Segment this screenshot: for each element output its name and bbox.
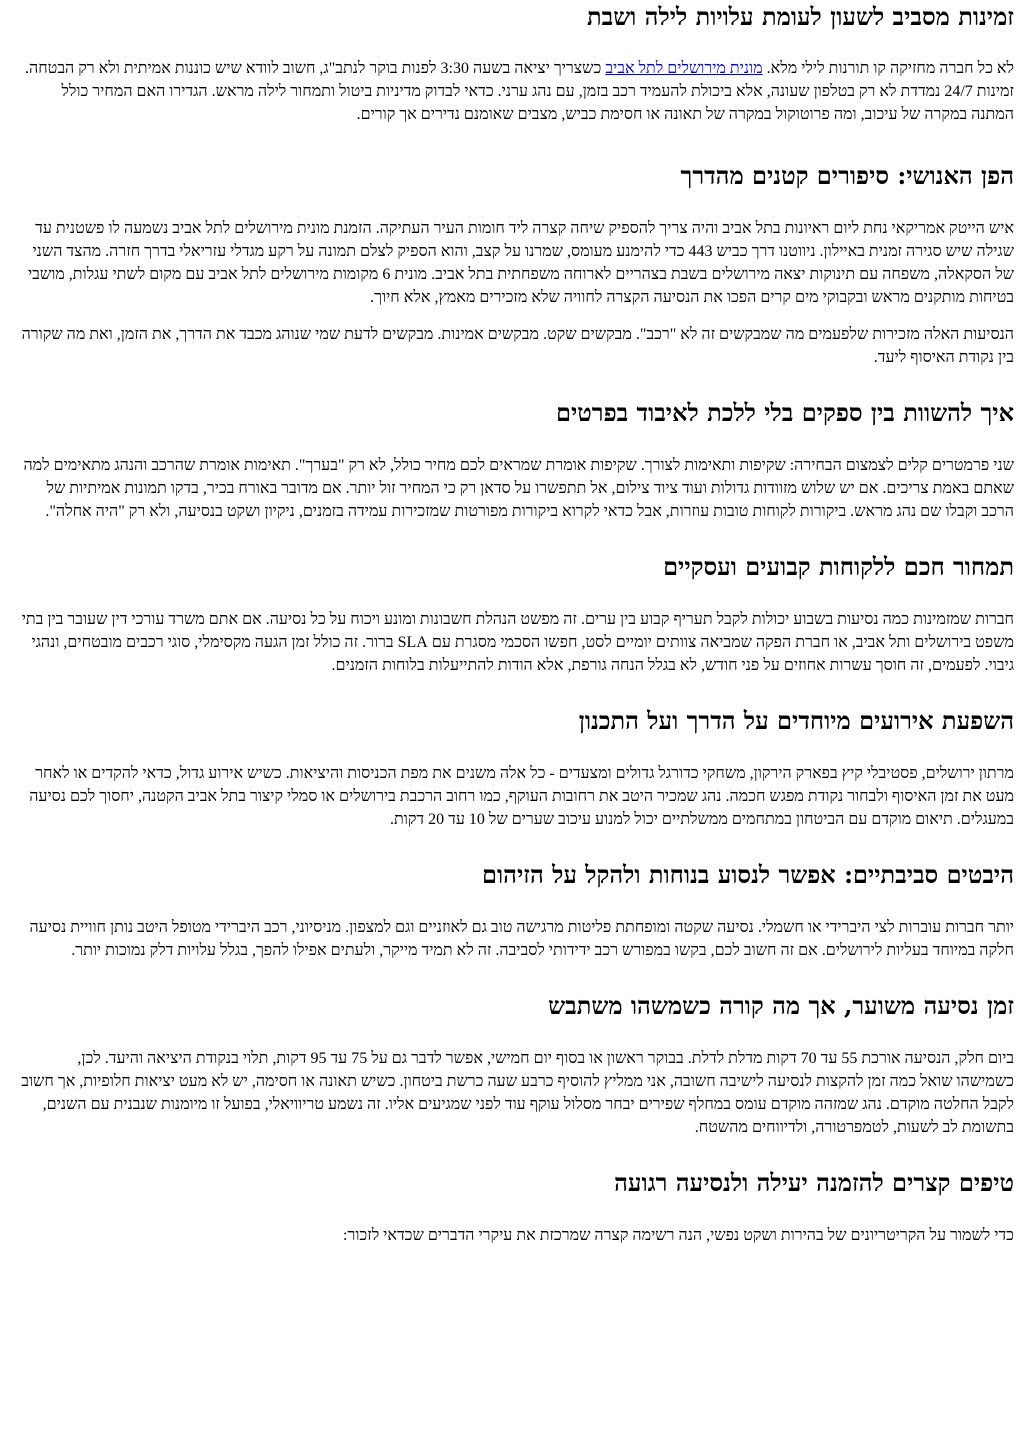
section-paragraph: חברות שמזמינות כמה נסיעות בשבוע יכולות לקבל תעריף קבוע בין ערים. זה מפשט הנהלת חשבונות ומונע ויכוח על כל נסיעה. אם אתם משרד עורכי דין שעובר בין בתי משפט בירושלים ותל אביב, או חברת הפקה שמביאה צוותים יומיים לסט, חפשו הסכמי מסגרת עם SLA ברור. זה כולל זמן הגעה מקסימלי, סוגי רכבים מובטחים, ונהגי גיבוי. לפעמים, זה חוסך עשרות אחוזים על פני חודש, לא בגלל הנחה גורפת, אלא הודות להתייעלות בלוחות הזמנים.: [21, 611, 1014, 674]
section-smart-pricing: [18, 552, 1014, 677]
section-heading: תמחור חכם ללקוחות קבועים ועסקיים: [663, 552, 1014, 581]
section-paragraph: שני פרמטרים קלים לצמצום הבחירה: שקיפות ותאימות לצורך. שקיפות אומרת שמראים לכם מחיר כולל, לא רק "בערך". תאימות אומרת שהרכב והנהג מתאימים למה שאתם באמת צריכים. אם יש שלוש מזוודות גדולות ועוד ציוד צילום, אל תתפשרו על סדאן רק כי המחיר זול יותר. אם מדובר באורח בכיר, בדקו תמונות אמיתיות של הרכב וקבלו שם נהג מראש. ביקורות לקוחות טובות עוזרות, אבל כדאי לקרוא ביקורות מפורטות שמזכירות עמידה בזמנים, ניקיון ושקט בנסיעה, ולא רק "היה אחלה".: [23, 457, 1014, 520]
section-heading: הפן האנושי: סיפורים קטנים מהדרך: [680, 161, 1014, 190]
section-paragraph: הנסיעות האלה מזכירות שלפעמים מה שמבקשים זה לא "רכב". מבקשים שקט. מבקשים אמינות. מבקשים לדעת שמי שנוהג מכבד את הדרך, את הזמן, ואת מה שקורה בין נקודת האיסוף ליעד.: [21, 326, 1014, 366]
section-paragraph: [18, 57, 1014, 126]
section-heading: איך להשוות בין ספקים בלי ללכת לאיבוד בפרטים: [556, 398, 1014, 427]
section-night-availability: [18, 0, 1014, 126]
paragraph-text: כשצריך יציאה בשעה 3:30 לפנות בוקר לנתב"ג, חשוב לוודא שיש כוננות אמיתית ולא רק הבטחה. זמינות 24/7 נמדדת לא רק בטלפון שעונה, אלא ביכולת להעמיד רכב בזמן, עם נהג ערני. כדאי לבדוק מדיניות ביטול ותמחור לילה מראש. הגדירו האם המחיר כולל המתנה במקרה של עיכוב, ומה פרוטוקול במקרה של תאונה או חסימת כביש, מצבים שאומנם נדירים אך קורים.: [24, 60, 1014, 123]
section-heading: טיפים קצרים להזמנה יעילה ולנסיעה רגועה: [614, 1168, 1014, 1197]
section-special-events: [18, 706, 1014, 831]
section-paragraph: מרתון ירושלים, פסטיבלי קיץ בפארק הירקון, משחקי כדורגל גדולים ומצעדים - כל אלה משנים את מפת הכניסות והיציאות. כשיש אירוע גדול, כדאי להקדים או לאחר מעט את זמן האיסוף ולבחור נקודת מפגש חכמה. נהג שמכיר היטב את רחובות העוקף, כמו רחוב הרכבת בירושלים או סמלי קיצור בתל אביב הקטנה, יחסוך לכם נסיעה במעגלים. תיאום מוקדם עם הביטחון במתחמים ממשלתיים יכול למנוע עיכוב שערים של 10 עד 20 דקות.: [29, 765, 1014, 828]
paragraph-text: לא כל חברה מחזיקה קו תורנות לילי מלא.: [762, 60, 1014, 77]
section-paragraph: כדי לשמור על הקריטריונים של בהירות ושקט נפשי, הנה רשימה קצרה שמרכזת את עיקרי הדברים שכדאי לזכור:: [343, 1227, 1014, 1244]
section-travel-time: [18, 991, 1014, 1139]
section-heading: זמן נסיעה משוער, אך מה קורה כשמשהו משתבש: [548, 991, 1014, 1020]
section-compare-providers: [18, 398, 1014, 523]
section-booking-tips: [18, 1168, 1014, 1247]
section-human-stories: [18, 161, 1014, 369]
section-heading: היבטים סביבתיים: אפשר לנסוע בנוחות ולהקל על הזיהום: [482, 860, 1014, 889]
section-environment: [18, 860, 1014, 962]
section-heading: השפעת אירועים מיוחדים על הדרך ועל התכנון: [578, 706, 1014, 735]
section-heading: זמינות מסביב לשעון לעומת עלויות לילה ושבת: [586, 2, 1014, 31]
section-paragraph: יותר חברות עוברות לצי היברידי או חשמלי. נסיעה שקטה ומופחתת פליטות מרגישה טוב גם לאוזניים וגם למצפון. מניסיוני, רכב היברידי מטופל היטב נותן חוויית נסיעה חלקה במיוחד בעליות לירושלים. אם זה חשוב לכם, בקשו במפורש רכב ידידותי לסביבה. זה לא תמיד מייקר, ולעתים אפילו להפך, בגלל עלויות דלק נמוכות יותר.: [29, 919, 1014, 959]
section-paragraph: איש הייטק אמריקאי נחת ליום ראיונות בתל אביב והיה צריך להספיק שיחה קצרה ליד חומות העיר העתיקה. הזמנת מונית מירושלים לתל אביב נשמעה לו פשטנית עד שגילה שיש סגירה זמנית באיילון. ניווטנו דרך כביש 443 כדי להימנע מעומס, שמרנו על קצב, והוא הספיק לצלם תמונה על רקע מגדלי עזריאלי בדרך חזרה. מהצד השני של הסקאלה, משפחה עם תינוקות יצאה מירושלים בשבת בצהריים לארוחה משפחתית בתל אביב. מונית 6 מקומות מירושלים לתל אביב עם מקום לשתי עגלות, מושבי בטיחות מותקנים מראש ובקבוקי מים קרים הפכו את הנסיעה הקצרה לחוויה שלא מזכירים מאמץ, אלא חיוך.: [27, 220, 1014, 306]
section-paragraph: ביום חלק, הנסיעה אורכת 55 עד 70 דקות מדלת לדלת. בבוקר ראשון או בסוף יום חמישי, אפשר לדבר גם על 75 עד 95 דקות, תלוי בנקודת היציאה והיעד. לכן, כשמישהו שואל כמה זמן להקצות לנסיעה לישיבה חשובה, אני ממליץ להוסיף כרבע שעה כרשת ביטחון. כשיש תאונה או חסימה, יש לא מעט יציאות חלופיות, אך חשוב לקבל החלטה מוקדם. נהג שמזהה מוקדם עומס במחלף שפירים יבחר מסלול עוקף עוד לפני שמגיעים אליו. זה נשמע טריוויאלי, בפועל זו מיומנות שנבנית עם השנים, בתשומת לב לשעות, לטמפרטורה, ולדיווחים מהשטח.: [21, 1050, 1014, 1136]
taxi-jerusalem-tel-aviv-link[interactable]: מונית מירושלים לתל אביב: [605, 60, 763, 77]
